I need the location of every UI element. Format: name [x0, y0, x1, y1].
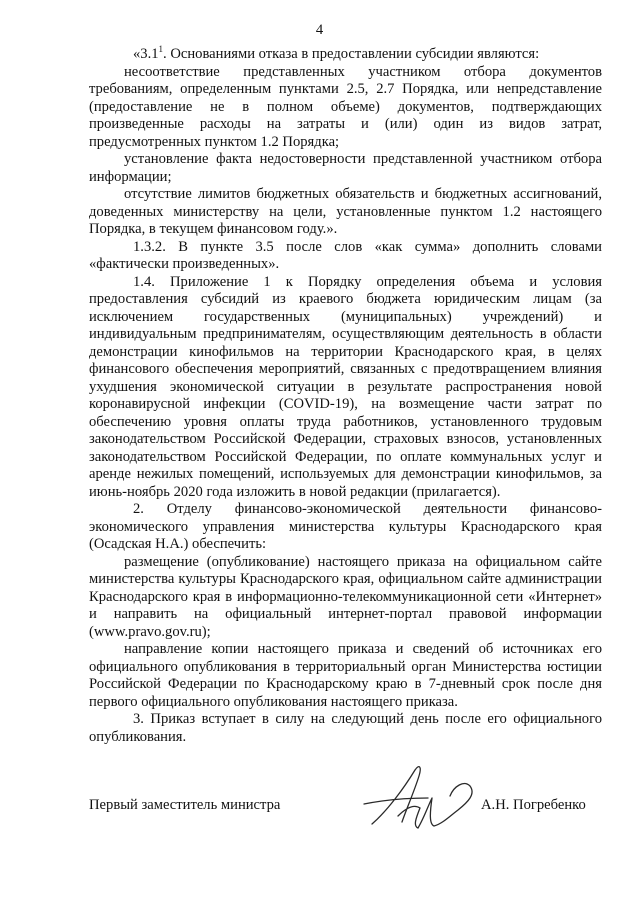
paragraph-3-1-text: . Основаниями отказа в предоставлении субсидии являются:: [163, 46, 540, 62]
document-body: [89, 46, 602, 746]
refusal-ground-2: установление факта недостоверности представленной участником отбора информации;: [89, 151, 602, 185]
duty-item-1: размещение (опубликование) настоящего приказа на официальном сайте министерства культуры Краснодарского края, официальном сайте администрации Краснодарского края в информационно-телекоммуникационной сети «Интернет» и направить на официальный интернет-портал правовой информации (www.pravo.gov.ru);: [89, 553, 602, 640]
duty-item-2: направление копии настоящего приказа и сведений об источниках его официального опубликования в территориальный орган Министерства юстиции Российской Федерации по Краснодарскому краю в 7-дневный срок после дня первого официального опубликования настоящего приказа.: [89, 641, 602, 710]
paragraph-1-3-2: 1.3.2. В пункте 3.5 после слов «как сумма» дополнить словами «фактически произведенных».: [89, 238, 602, 272]
signatory-position: Первый заместитель министра: [89, 797, 281, 813]
refusal-ground-3: отсутствие лимитов бюджетных обязательств и бюджетных ассигнований, доведенных министерству на цели, установленные пунктом 1.2 настоящего Порядка, в текущем финансовом году.».: [89, 186, 602, 237]
paragraph-1-4: 1.4. Приложение 1 к Порядку определения объема и условия предоставления субсидий из краевого бюджета юридическим лицам (за исключением государственных (муниципальных) учреждений) и индивидуальным предпринимателям, осуществляющим деятельность в области демонстрации кинофильмов на территории Краснодарского края, в целях финансового обеспечения мероприятий, связанных с предотвращением влияния ухудшения экономической ситуации в результате распространения новой коронавирусной инфекции (COVID-19), на возмещение части затрат по обеспечению уровня оплаты труда работников, установленного трудовым законодательством Российской Федерации, страховых взносов, установленных законодательством Российской Федерации, по оплате коммунальных услуг и аренде нежилых помещений, используемых для демонстрации кинофильмов, за июнь-ноябрь 2020 года изложить в новой редакции (прилагается).: [89, 273, 602, 500]
signatory-name: А.Н. Погребенко: [481, 797, 586, 813]
handwritten-signature: [358, 752, 488, 842]
superscript-number: 1: [158, 44, 164, 55]
paragraph-3-1: [89, 46, 602, 64]
paragraph-2: 2. Отделу финансово-экономической деятельности финансово-экономического управления министерства культуры Краснодарского края (Осадская Н.А.) обеспечить:: [89, 501, 602, 552]
paragraph-3-1-prefix: «3.1: [133, 46, 159, 62]
refusal-ground-1: несоответствие представленных участником отбора документов требованиям, определенным пунктами 2.5, 2.7 Порядка, или непредставление (предоставление не в полном объеме) документов, подтверждающих произведенные расходы на затраты и (или) один из видов затрат, предусмотренных пунктом 1.2 Порядка;: [89, 63, 602, 150]
page-number: 4: [315, 22, 324, 38]
paragraph-3: 3. Приказ вступает в силу на следующий день после его официального опубликования.: [89, 711, 602, 745]
